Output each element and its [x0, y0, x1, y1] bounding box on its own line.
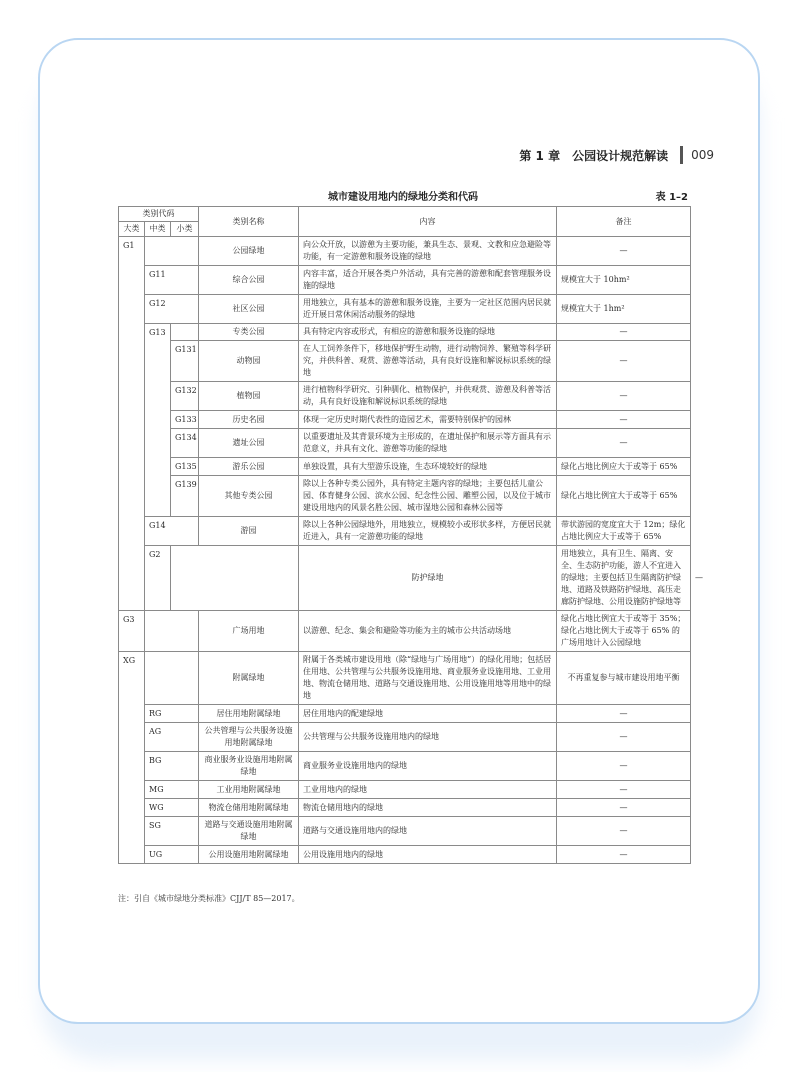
category-remark: — [557, 752, 691, 781]
category-content: 附属于各类城市建设用地（除“绿地与广场用地”）的绿化用地；包括居住用地、公共管理与公共服务设施用地、商业服务业设施用地、工业用地、物流仓储用地、道路与交通设施用地、公用设施用地等用地中的绿地 [299, 652, 557, 705]
table-row [119, 266, 691, 295]
category-remark: 规模宜大于 10hm² [557, 266, 691, 295]
table-title: 城市建设用地内的绿地分类和代码 [328, 192, 478, 203]
category-content: 单独设置，具有大型游乐设施，生态环境较好的绿地 [299, 458, 557, 476]
code-major: XG [119, 652, 145, 864]
category-remark: — [557, 324, 691, 341]
table-row [119, 295, 691, 324]
category-content: 工业用地内的绿地 [299, 781, 557, 799]
category-name: 动物园 [199, 341, 299, 382]
category-name: 附属绿地 [199, 652, 299, 705]
table-row [119, 517, 691, 546]
category-remark: — [557, 781, 691, 799]
category-remark: — [557, 237, 691, 266]
category-name: 工业用地附属绿地 [199, 781, 299, 799]
category-remark: 带状游园的宽度宜大于 12m；绿化占地比例应大于或等于 65% [557, 517, 691, 546]
table-row [119, 382, 691, 411]
category-remark: — [557, 705, 691, 723]
category-content: 以重要遗址及其背景环境为主形成的，在遗址保护和展示等方面具有示范意义，并具有文化、游憩等功能的绿地 [299, 429, 557, 458]
table-row [119, 705, 691, 723]
table-row [119, 846, 691, 864]
category-remark: — [557, 817, 691, 846]
table-row [119, 237, 691, 266]
category-content: 在人工饲养条件下，移地保护野生动物，进行动物饲养、繁殖等科学研究，并供科普、观赏、游憩等活动，具有良好设施和解说标识系统的绿地 [299, 341, 557, 382]
category-name: 综合公园 [199, 266, 299, 295]
category-content: 道路与交通设施用地内的绿地 [299, 817, 557, 846]
table-number: 表 1–2 [655, 192, 688, 203]
header-content: 内容 [299, 207, 557, 237]
category-name: 公用设施用地附属绿地 [199, 846, 299, 864]
table-row [119, 476, 691, 517]
code-medium: SG [145, 817, 199, 846]
category-remark: 绿化占地比例宜大于或等于 35%；绿化占地比例大于或等于 65% 的广场用地计入公园绿地 [557, 611, 691, 652]
table-row [119, 652, 691, 705]
category-name: 商业服务业设施用地附属绿地 [199, 752, 299, 781]
header-major: 大类 [119, 222, 145, 237]
header-minor: 小类 [171, 222, 199, 237]
category-name: 游乐公园 [199, 458, 299, 476]
code-medium: BG [145, 752, 199, 781]
category-remark: — [557, 799, 691, 817]
category-name: 道路与交通设施用地附属绿地 [199, 817, 299, 846]
category-content: 除以上各种公园绿地外，用地独立，规模较小或形状多样，方便居民就近进入，具有一定游憩功能的绿地 [299, 517, 557, 546]
table-row [119, 341, 691, 382]
category-name: 历史名园 [199, 411, 299, 429]
code-major: G3 [119, 611, 145, 652]
category-remark: 绿化占地比例应大于或等于 65% [557, 458, 691, 476]
category-remark: 规模宜大于 1hm² [557, 295, 691, 324]
category-name: 广场用地 [199, 611, 299, 652]
category-content: 向公众开放，以游憩为主要功能，兼具生态、景观、文教和应急避险等功能，有一定游憩和服务设施的绿地 [299, 237, 557, 266]
category-name: 公共管理与公共服务设施用地附属绿地 [199, 723, 299, 752]
code-medium: WG [145, 799, 199, 817]
category-content: 用地独立，具有卫生、隔离、安全、生态防护功能，游人不宜进入的绿地；主要包括卫生隔离防护绿地、道路及铁路防护绿地、高压走廊防护绿地、公用设施防护绿地等 [557, 546, 691, 611]
header-code-group: 类别代码 [119, 207, 199, 222]
code-minor: G131 [171, 341, 199, 382]
category-content: 用地独立，具有基本的游憩和服务设施，主要为一定社区范围内居民就近开展日常休闲活动服务的绿地 [299, 295, 557, 324]
category-content: 具有特定内容或形式，有相应的游憩和服务设施的绿地 [299, 324, 557, 341]
table-row [119, 546, 691, 611]
category-content: 商业服务业设施用地内的绿地 [299, 752, 557, 781]
table-row [119, 781, 691, 799]
category-name: 公园绿地 [199, 237, 299, 266]
category-remark: 不再重复参与城市建设用地平衡 [557, 652, 691, 705]
page-header [519, 146, 714, 164]
code-medium: G13 [145, 324, 171, 517]
category-content: 公共管理与公共服务设施用地内的绿地 [299, 723, 557, 752]
code-medium: G14 [145, 517, 199, 546]
table-row [119, 799, 691, 817]
code-minor: G133 [171, 411, 199, 429]
code-minor: G139 [171, 476, 199, 517]
table-row [119, 752, 691, 781]
category-remark: — [557, 429, 691, 458]
category-remark: — [557, 411, 691, 429]
category-name: 专类公园 [199, 324, 299, 341]
category-content: 公用设施用地内的绿地 [299, 846, 557, 864]
category-name: 防护绿地 [299, 546, 557, 611]
code-medium: RG [145, 705, 199, 723]
category-content: 内容丰富，适合开展各类户外活动，具有完善的游憩和配套管理服务设施的绿地 [299, 266, 557, 295]
category-remark: — [557, 382, 691, 411]
table-row [119, 324, 691, 341]
code-medium: MG [145, 781, 199, 799]
code-medium: G11 [145, 266, 199, 295]
chapter-title: 第 1 章 公园设计规范解读 [519, 148, 669, 163]
header-medium: 中类 [145, 222, 171, 237]
table-header-row [119, 207, 691, 222]
code-medium: AG [145, 723, 199, 752]
category-remark: 绿化占地比例宜大于或等于 65% [557, 476, 691, 517]
category-content: 以游憩、纪念、集会和避险等功能为主的城市公共活动场地 [299, 611, 557, 652]
code-minor: G132 [171, 382, 199, 411]
category-content: 体现一定历史时期代表性的造园艺术，需要特别保护的园林 [299, 411, 557, 429]
code-medium: G12 [145, 295, 199, 324]
header-name: 类别名称 [199, 207, 299, 237]
category-remark: — [557, 723, 691, 752]
table-row [119, 611, 691, 652]
page-number: 009 [691, 148, 714, 162]
category-remark: — [557, 341, 691, 382]
code-minor: G134 [171, 429, 199, 458]
category-name: 其他专类公园 [199, 476, 299, 517]
table-row [119, 411, 691, 429]
category-name: 植物园 [199, 382, 299, 411]
category-name: 居住用地附属绿地 [199, 705, 299, 723]
code-major: G2 [145, 546, 171, 611]
code-major: G1 [119, 237, 145, 611]
category-name: 游园 [199, 517, 299, 546]
category-content: 居住用地内的配建绿地 [299, 705, 557, 723]
table-row [119, 817, 691, 846]
code-minor: G135 [171, 458, 199, 476]
code-medium: UG [145, 846, 199, 864]
table-row [119, 429, 691, 458]
table-row [119, 458, 691, 476]
category-name: 物流仓储用地附属绿地 [199, 799, 299, 817]
category-remark: — [557, 846, 691, 864]
category-name: 遗址公园 [199, 429, 299, 458]
table-note: 注：引自《城市绿地分类标准》CJJ/T 85—2017。 [118, 894, 300, 903]
table-row [119, 723, 691, 752]
category-content: 除以上各种专类公园外，具有特定主题内容的绿地；主要包括儿童公园、体育健身公园、滨水公园、纪念性公园、雕塑公园，以及位于城市建设用地内的风景名胜公园、城市湿地公园和森林公园等 [299, 476, 557, 517]
category-name: 社区公园 [199, 295, 299, 324]
classification-table [118, 206, 691, 864]
category-content: 进行植物科学研究、引种驯化、植物保护，并供观赏、游憩及科普等活动，具有良好设施和解说标识系统的绿地 [299, 382, 557, 411]
header-divider [680, 146, 683, 164]
header-remark: 备注 [557, 207, 691, 237]
category-content: 物流仓储用地内的绿地 [299, 799, 557, 817]
